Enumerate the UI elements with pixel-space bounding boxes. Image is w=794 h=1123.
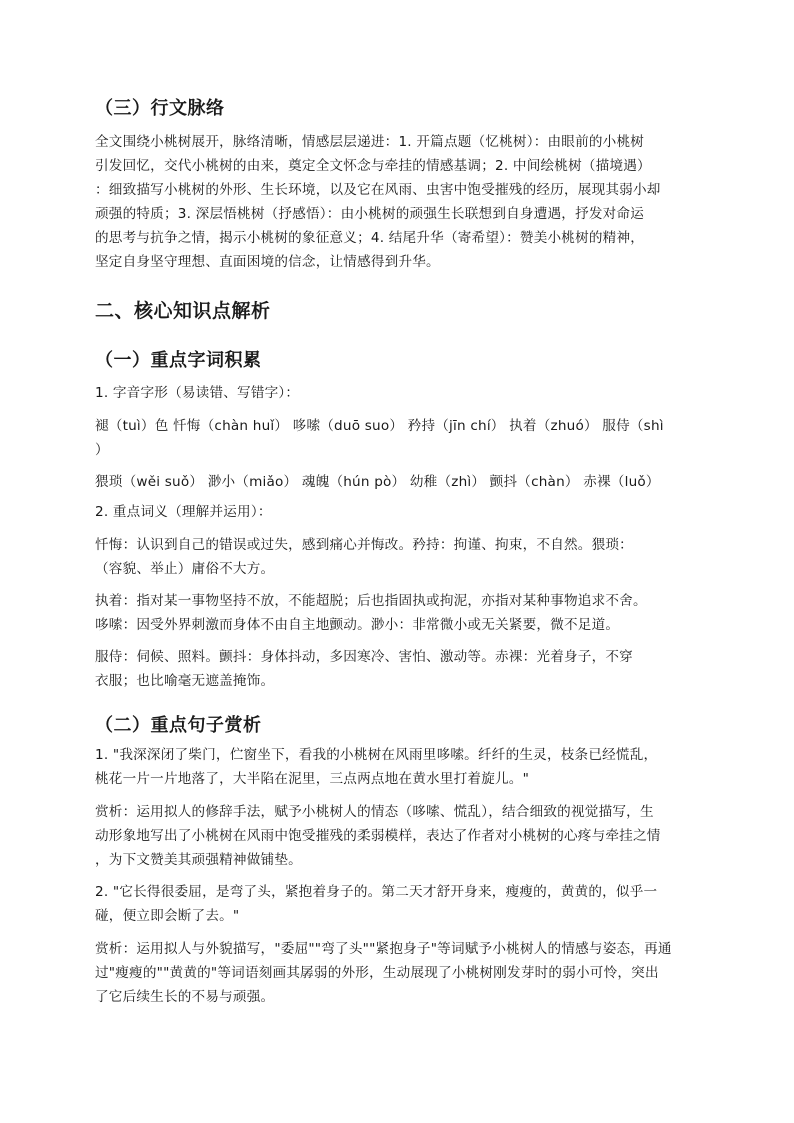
- item-title-meaning: [95, 500, 701, 524]
- text-line: 执着：指对某一事物坚持不放，不能超脱；后也指固执或拘泥，亦指对某种事物追求不舍。: [95, 593, 647, 609]
- text-line: 的思考与抗争之情，揭示小桃树的象征意义；4. 结尾升华（寄希望）：赞美小桃树的精神，: [95, 230, 645, 246]
- sentence-analysis-1: [95, 800, 701, 872]
- sentence-quote-2: [95, 880, 701, 928]
- sentence-analysis-2: [95, 937, 701, 1009]
- meaning-paragraph-3: [95, 645, 701, 693]
- text-line: 过"瘦瘦的""黄黄的"等词语刻画其孱弱的外形，生动展现了小桃树刚发芽时的弱小可怜，突出: [95, 965, 659, 981]
- context-paragraph: [95, 130, 701, 274]
- text-line: 衣服；也比喻毫无遮盖掩饰。: [95, 673, 275, 689]
- text-line: 坚定自身坚守理想、直面困境的信念，让情感得到升华。: [95, 254, 440, 270]
- text-line: 引发回忆，交代小桃树的由来，奠定全文怀念与牵挂的情感基调；2. 中间绘桃树（描境遇）: [95, 158, 651, 174]
- text-line: 服侍：伺候、照料。颤抖：身体抖动，多因寒冷、害怕、激动等。赤裸：光着身子，不穿: [95, 649, 633, 665]
- text-line: 顽强的特质；3. 深层悟桃树（抒感悟）：由小桃树的顽强生长联想到自身遭遇，抒发对命运: [95, 206, 645, 222]
- text-line: 忏悔：认识到自己的错误或过失，感到痛心并悔改。矜持：拘谨、拘束，不自然。猥琐：: [95, 537, 633, 553]
- pronunciation-row-1: [95, 414, 701, 462]
- text-line: 桃花一片一片地落了，大半陷在泥里，三点两点地在黄水里打着旋儿。": [95, 771, 530, 787]
- text-line: 赏析：运用拟人的修辞手法，赋予小桃树人的情态（哆嗦、慌乱），结合细致的视觉描写，生: [95, 804, 654, 820]
- text-line: ：细致描写小桃树的外形、生长环境，以及它在风雨、虫害中饱受摧残的经历，展现其弱小却: [95, 182, 661, 198]
- text-line: 2. "它长得很委屈，是弯了头，紧抱着身子的。第二天才舒开身来，瘦瘦的，黄黄的，似乎一: [95, 884, 658, 900]
- text-line: 1. 字音字形（易读错、写错字）：: [95, 385, 300, 401]
- text-line: 动形象地写出了小桃树在风雨中饱受摧残的柔弱模样，表达了作者对小桃树的心疼与牵挂之情: [95, 828, 661, 844]
- text-line: 赏析：运用拟人与外貌描写，"委屈""弯了头""紧抱身子"等词赋予小桃树人的情感与姿态，再通: [95, 941, 672, 957]
- item-title-pronunciation: [95, 381, 701, 405]
- text-line: 全文围绕小桃树展开，脉络清晰，情感层层递进：1. 开篇点题（忆桃树）：由眼前的小桃树: [95, 134, 645, 150]
- text-line: 褪（tuì）色 忏悔（chàn huǐ） 哆嗦（duō suo） 矜持（jīn chí） 执着（zhuó） 服侍（shì: [95, 418, 664, 434]
- text-line: 碰，便立即会断了去。": [95, 908, 240, 924]
- meaning-paragraph-1: [95, 533, 701, 581]
- pronunciation-row-2: [95, 470, 701, 494]
- text-line: 哆嗦：因受外界刺激而身体不由自主地颤动。渺小：非常微小或无关紧要，微不足道。: [95, 617, 620, 633]
- sentence-quote-1: [95, 743, 701, 791]
- section-heading-context: （三）行文脉络: [95, 98, 225, 119]
- subsection-heading-words: （一）重点字词积累: [95, 350, 262, 371]
- meaning-paragraph-2: [95, 589, 701, 637]
- text-line: 了它后续生长的不易与顽强。: [95, 989, 275, 1005]
- part-heading-knowledge: 二、核心知识点解析: [95, 300, 271, 322]
- subsection-heading-sentences: （二）重点句子赏析: [95, 715, 262, 736]
- text-line: 2. 重点词义（理解并运用）：: [95, 504, 272, 520]
- text-line: ）: [95, 442, 109, 458]
- text-line: ，为下文赞美其顽强精神做铺垫。: [95, 852, 302, 868]
- text-line: 猥琐（wěi suǒ） 渺小（miǎo） 魂魄（hún pò） 幼稚（zhì） 颤抖（chàn） 赤裸（luǒ）: [95, 474, 660, 490]
- text-line: 1. "我深深闭了柴门，伫窗坐下，看我的小桃树在风雨里哆嗦。纤纤的生灵，枝条已经慌乱，: [95, 747, 658, 763]
- text-line: （容貌、举止）庸俗不大方。: [95, 561, 275, 577]
